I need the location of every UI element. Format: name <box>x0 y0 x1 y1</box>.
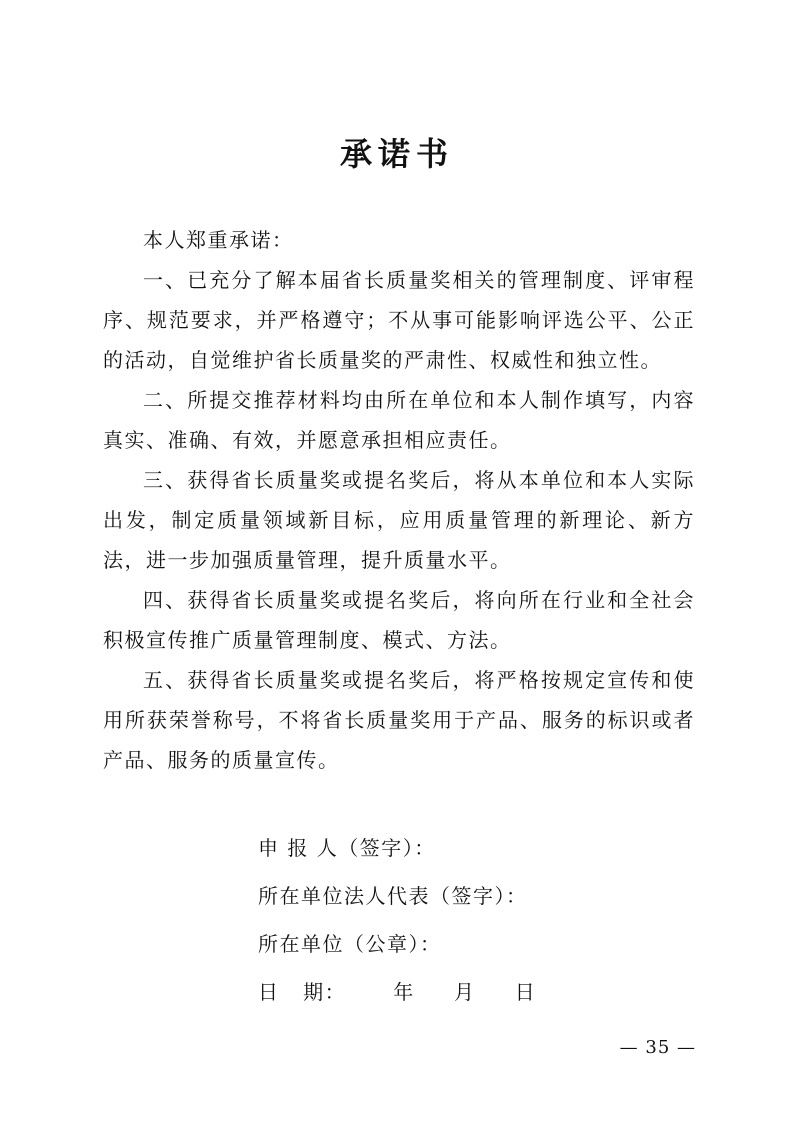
date-line: 日 期： 年 月 日 <box>258 980 537 1004</box>
paragraph-item-5: 五、获得省长质量奖或提名奖后，将严格按规定宣传和使用所获荣誉称号，不将省长质量奖用于产品、服务的标识或者产品、服务的质量宣传。 <box>103 668 695 772</box>
unit-seal-line: 所在单位（公章）： <box>258 932 442 956</box>
applicant-signature-line: 申 报 人（签字）： <box>258 836 436 860</box>
document-title: 承诺书 <box>339 135 454 173</box>
paragraph-item-1: 一、已充分了解本届省长质量奖相关的管理制度、评审程序、规范要求，并严格遵守；不从事可能影响评选公平、公正的活动，自觉维护省长质量奖的严肃性、权威性和独立性。 <box>103 268 695 372</box>
signature-block <box>258 824 698 1016</box>
paragraph-item-3: 三、获得省长质量奖或提名奖后，将从本单位和本人实际出发，制定质量领域新目标，应用质量管理的新理论、新方法，进一步加强质量管理，提升质量水平。 <box>103 468 695 572</box>
page-number: — 35 — <box>619 1037 696 1058</box>
legal-rep-signature-line: 所在单位法人代表（签字）： <box>258 884 528 908</box>
paragraph-intro: 本人郑重承诺： <box>143 228 294 252</box>
paragraph-item-4: 四、获得省长质量奖或提名奖后，将向所在行业和全社会积极宣传推广质量管理制度、模式、方法。 <box>103 588 695 652</box>
paragraph-item-2: 二、所提交推荐材料均由所在单位和本人制作填写，内容真实、准确、有效，并愿意承担相应责任。 <box>103 388 695 452</box>
commitment-body <box>103 220 695 780</box>
